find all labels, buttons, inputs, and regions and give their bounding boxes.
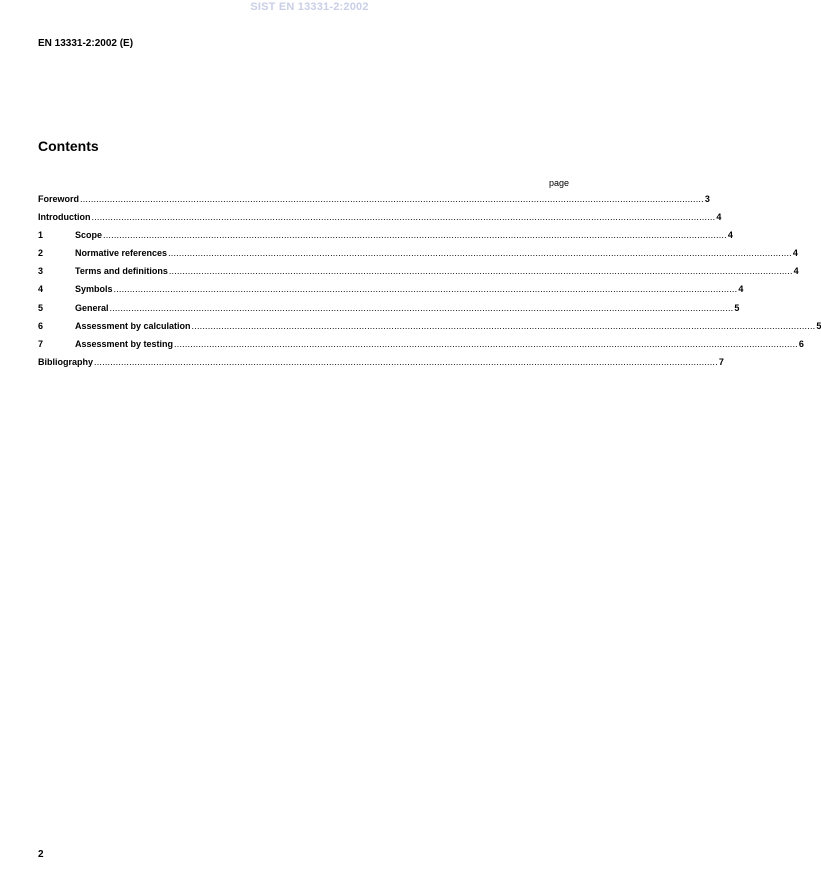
toc-entry-page: 3 [704, 194, 710, 204]
toc-entry-number: 6 [38, 320, 44, 331]
toc-entry-page: 4 [793, 266, 799, 277]
table-of-contents [38, 193, 821, 374]
toc-entry-page: 5 [816, 320, 821, 331]
toc-entry-title: Foreword [38, 194, 80, 204]
toc-entry-title: General [75, 302, 109, 313]
toc-dot-leader: ....................................................................................................................................................................................................................................... [113, 284, 738, 295]
toc-entry-title: Symbols [75, 284, 113, 295]
toc-entry-title: Introduction [38, 212, 91, 223]
watermark: SIST EN 13331-2:2002 [250, 1, 369, 13]
toc-entry-title: Normative references [75, 248, 168, 259]
toc-entry-foreword[interactable] [38, 193, 710, 211]
toc-entry-page: 4 [727, 230, 733, 241]
page-number: 2 [38, 849, 44, 860]
toc-dot-leader: ....................................................................................................................................................................................................................................... [109, 302, 734, 313]
toc-dot-leader: ....................................................................................................................................................................................................................................... [168, 266, 793, 277]
toc-entry-assessment-by-testing[interactable] [38, 338, 804, 356]
toc-entry-symbols[interactable] [38, 283, 744, 301]
toc-dot-leader: ....................................................................................................................................................................................................................................... [91, 212, 716, 223]
document-id: EN 13331-2:2002 (E) [38, 38, 134, 49]
toc-entry-title: Assessment by testing [75, 338, 174, 349]
page-column-label: page [548, 178, 569, 188]
contents-heading: Contents [38, 138, 99, 154]
toc-entry-title: Bibliography [38, 356, 94, 367]
toc-entry-number: 1 [38, 230, 44, 241]
toc-entry-number: 5 [38, 302, 44, 313]
toc-entry-page: 4 [716, 212, 722, 223]
toc-entry-page: 4 [792, 248, 798, 259]
toc-dot-leader: ....................................................................................................................................................................................................................................... [168, 248, 792, 259]
toc-entry-title: Terms and definitions [75, 266, 168, 277]
toc-entry-number: 2 [38, 248, 44, 259]
toc-entry-page: 6 [798, 338, 804, 349]
toc-entry-general[interactable] [38, 302, 740, 320]
toc-dot-leader: ....................................................................................................................................................................................................................................... [94, 356, 718, 367]
toc-entry-number: 4 [38, 284, 44, 295]
toc-entry-terms-and-definitions[interactable] [38, 265, 799, 283]
toc-dot-leader: ....................................................................................................................................................................................................................................... [103, 230, 727, 241]
toc-entry-page: 5 [734, 302, 740, 313]
toc-entry-title: Scope [75, 230, 103, 241]
toc-entry-title: Assessment by calculation [75, 320, 191, 331]
toc-entry-bibliography[interactable] [38, 356, 724, 374]
toc-entry-assessment-by-calculation[interactable] [38, 320, 821, 338]
toc-dot-leader: ....................................................................................................................................................................................................................................... [174, 338, 798, 349]
toc-entry-number: 7 [38, 338, 44, 349]
toc-dot-leader: ....................................................................................................................................................................................................................................... [191, 320, 816, 331]
toc-entry-page: 4 [738, 284, 744, 295]
toc-entry-page: 7 [718, 356, 724, 367]
toc-dot-leader: ....................................................................................................................................................................................................................................... [80, 194, 704, 204]
toc-entry-introduction[interactable] [38, 211, 722, 229]
toc-entry-number: 3 [38, 266, 44, 277]
toc-entry-normative-references[interactable] [38, 247, 798, 265]
toc-entry-scope[interactable] [38, 229, 733, 247]
